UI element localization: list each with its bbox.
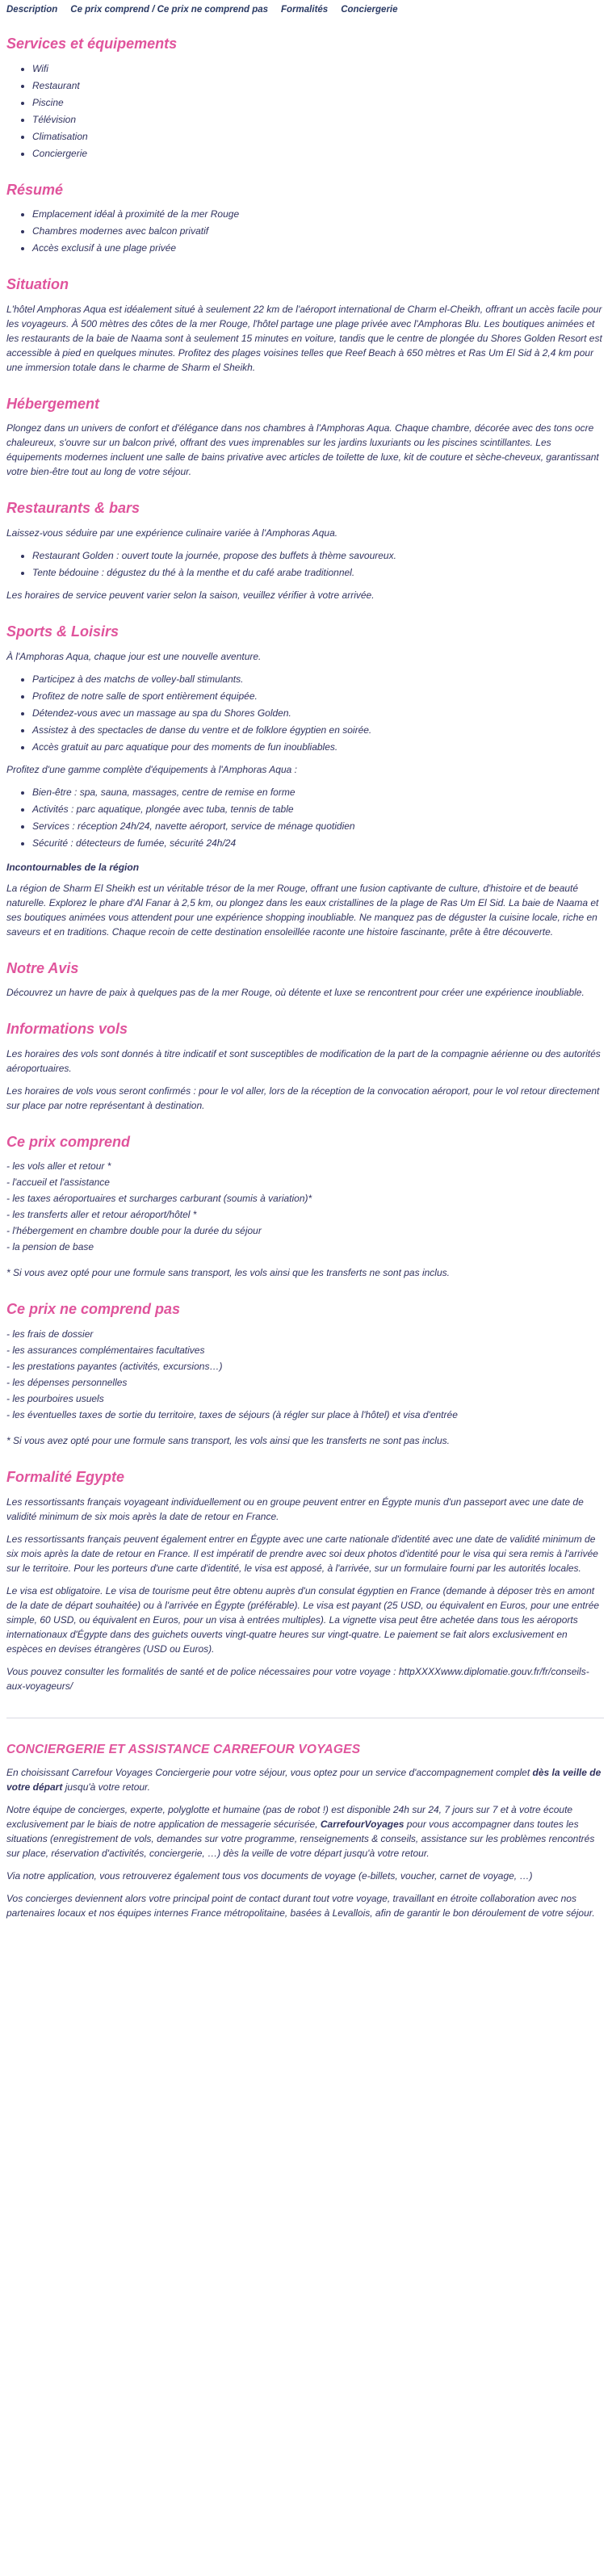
situation-paragraph: L'hôtel Amphoras Aqua est idéalement situé à seulement 22 km de l'aéroport international de Charm el-Cheikh, offrant un accès facile pour les voyageurs. À 500 mètres des côtes de la mer Rouge, l'hôtel partage une plage privée avec l'Amphoras Blu. Les boutiques animées et les restaurants de la baie de Naama sont à seulement 15 minutes en voiture, tandis que le centre de plongée du Shores Golden Resort est accessible à pied en quelques minutes. Profitez des plages voisines telles que Reef Beach à 650 mètres et Ras Um El Sid à 2,4 km pour une immersion totale dans le charme de Sharm el Sheikh. bbox=[6, 303, 602, 373]
section-title-restaurants: Restaurants & bars bbox=[6, 500, 140, 517]
list-item: • Profitez de notre salle de sport entièrement équipée. bbox=[32, 689, 604, 703]
text-segment: En choisissant Carrefour Voyages Conciergerie pour votre séjour, vous optez pour un service d'accompagnement complet bbox=[6, 1767, 533, 1779]
text-segment: pour vous accompagner dans toutes les situations (enregistrement de vols, demandes sur votre programme, renseignements & conseils, assistance sur les problèmes rencontrés sur place, réservation d'activités, conciergerie, …) dès la veille de votre départ jusqu'à votre retour. bbox=[6, 1819, 595, 1860]
section-title-prix-ne-comprend-pas: Ce prix ne comprend pas bbox=[6, 1301, 181, 1318]
notre-avis-paragraph: Découvrez un havre de paix à quelques pas de la mer Rouge, où détente et luxe se rencontrent pour créer une expérience inoubliable. bbox=[6, 987, 585, 999]
dash-item: - les dépenses personnelles bbox=[6, 1376, 128, 1388]
list-item: • Wifi bbox=[32, 61, 604, 76]
section-notre-avis bbox=[6, 960, 604, 1001]
formalite-paragraph-1: Les ressortissants français voyageant individuellement ou en groupe peuvent entrer en Égypte munis d'un passeport avec une date de validité minimum de six mois après la date de retour en France. bbox=[6, 1496, 584, 1522]
section-title-situation: Situation bbox=[6, 276, 69, 293]
list-item: • Tente bédouine : dégustez du thé à la menthe et du café arabe traditionnel. bbox=[32, 565, 604, 580]
region-highlights-paragraph: La région de Sharm El Sheikh est un véritable trésor de la mer Rouge, offrant une fusion captivante de culture, d'histoire et de beauté naturelle. Explorez le phare d'Al Fanar à 2,5 km, ou plongez dans les eaux cristallines de la plage de Ras Um El Sid. La baie de Naama et ses boutiques animées vous attendent pour une expérience shopping inoubliable. Ne manquez pas de déguster la cuisine locale, riche en saveurs et en traditions. Chaque recoin de cette destination ensoleillée raconte une histoire fascinante, prête à être découverte. bbox=[6, 882, 599, 938]
dash-item: - l'accueil et l'assistance bbox=[6, 1177, 110, 1189]
dash-item: - les vols aller et retour * bbox=[6, 1160, 111, 1173]
list-item: • Services : réception 24h/24, navette aéroport, service de ménage quotidien bbox=[32, 819, 604, 833]
sports-equipments-list bbox=[6, 785, 604, 850]
dash-item: - les prestations payantes (activités, excursions…) bbox=[6, 1360, 223, 1372]
section-title-hebergement: Hébergement bbox=[6, 395, 100, 412]
section-conciergerie bbox=[6, 1743, 604, 1921]
section-situation bbox=[6, 276, 604, 375]
vols-paragraph-1: Les horaires des vols sont donnés à titre indicatif et sont susceptibles de modification de la part de la compagnie aérienne ou des autorités aéroportuaires. bbox=[6, 1047, 601, 1074]
conciergerie-paragraph-1 bbox=[6, 1765, 604, 1794]
list-item: • Restaurant bbox=[32, 78, 604, 93]
conciergerie-paragraph-3: Via notre application, vous retrouverez également tous vos documents de voyage (e-billets, voucher, carnet de voyage, …) bbox=[6, 1870, 533, 1882]
list-item: • Télévision bbox=[32, 112, 604, 127]
text-segment: Notre équipe de concierges, experte, polyglotte et humaine (pas de robot !) est disponible 24h sur 24, 7 jours sur 7 et à votre écoute exclusivement par le biais de notre application de messagerie sécurisée, bbox=[6, 1804, 573, 1831]
dash-item: - la pension de base bbox=[6, 1241, 94, 1253]
nav-link-prix[interactable]: Ce prix comprend / Ce prix ne comprend pas bbox=[70, 5, 269, 15]
vols-paragraph-2: Les horaires de vols vous seront confirmés : pour le vol aller, lors de la réception de la convocation aéroport, pour le vol retour directement sur place par notre représentant à destination. bbox=[6, 1085, 600, 1111]
section-resume bbox=[6, 182, 604, 256]
dash-item: - l'hébergement en chambre double pour la durée du séjour bbox=[6, 1225, 262, 1237]
prix-ne-comprend-pas-list bbox=[6, 1327, 604, 1422]
prix-comprend-footnote: * Si vous avez opté pour une formule sans transport, les vols ainsi que les transferts ne sont pas inclus. bbox=[6, 1267, 450, 1279]
restaurants-intro: Laissez-vous séduire par une expérience culinaire variée à l'Amphoras Aqua. bbox=[6, 527, 338, 539]
list-item: • Restaurant Golden : ouvert toute la journée, propose des buffets à thème savoureux. bbox=[32, 548, 604, 563]
resume-list bbox=[6, 207, 604, 255]
section-restaurants bbox=[6, 500, 604, 602]
prix-comprend-list bbox=[6, 1159, 604, 1254]
sports-activities-list bbox=[6, 672, 604, 754]
nav-link-description[interactable]: Description bbox=[6, 5, 58, 15]
list-item: • Emplacement idéal à proximité de la mer Rouge bbox=[32, 207, 604, 221]
section-prix-comprend bbox=[6, 1134, 604, 1281]
section-title-prix-comprend: Ce prix comprend bbox=[6, 1133, 131, 1150]
list-item: • Assistez à des spectacles de danse du ventre et de folklore égyptien en soirée. bbox=[32, 723, 604, 737]
text-segment-bold: CarrefourVoyages bbox=[320, 1819, 405, 1831]
dash-item: - les éventuelles taxes de sortie du territoire, taxes de séjours (à régler sur place à l'hôtel) et visa d'entrée bbox=[6, 1408, 458, 1420]
restaurants-outro: Les horaires de service peuvent varier selon la saison, veuillez vérifier à votre arrivée. bbox=[6, 589, 375, 601]
text-segment: jusqu'à votre retour. bbox=[62, 1781, 150, 1794]
list-item: • Accès exclusif à une plage privée bbox=[32, 241, 604, 255]
section-hebergement bbox=[6, 396, 604, 480]
dash-item: - les transferts aller et retour aéroport/hôtel * bbox=[6, 1209, 197, 1221]
dash-item: - les assurances complémentaires facultatives bbox=[6, 1344, 205, 1356]
section-title-conciergerie: CONCIERGERIE ET ASSISTANCE CARREFOUR VOYAGES bbox=[6, 1742, 361, 1756]
list-item: • Sécurité : détecteurs de fumée, sécurité 24h/24 bbox=[32, 836, 604, 850]
section-title-informations-vols: Informations vols bbox=[6, 1021, 128, 1038]
list-item: • Chambres modernes avec balcon privatif bbox=[32, 224, 604, 238]
section-title-notre-avis: Notre Avis bbox=[6, 959, 79, 976]
dash-item: - les frais de dossier bbox=[6, 1328, 94, 1340]
formalite-paragraph-4: Vous pouvez consulter les formalités de santé et de police nécessaires pour votre voyage : httpXXXXwww.diplomatie.gouv.fr/fr/conseils-aux-voyageurs/ bbox=[6, 1665, 589, 1692]
section-title-services: Services et équipements bbox=[6, 36, 178, 52]
hebergement-paragraph: Plongez dans un univers de confort et d'élégance dans nos chambres à l'Amphoras Aqua. Chaque chambre, décorée avec des tons ocre chaleureux, s'ouvre sur un balcon privé, offrant des vues imprenables sur les jardins luxuriants ou les piscines scintillantes. Les équipements modernes incluent une salle de bains privative avec articles de toilette de luxe, kit de couture et sèche-cheveux, garantissant votre bien-être tout au long de votre séjour. bbox=[6, 422, 599, 478]
section-services bbox=[6, 36, 604, 161]
section-prix-ne-comprend-pas bbox=[6, 1301, 604, 1448]
formalite-paragraph-2: Les ressortissants français peuvent également entrer en Égypte avec une carte nationale d'identité avec une date de validité minimum de six mois après la date de retour en France. Il est impératif de prendre avec soi deux photos d'identité pour le visa qui sera remis à l'arrivée sur le territoire. Pour les porteurs d'une carte d'identité, le visa est apposé, à l'arrivée, sur un formulaire fourni par les autorités locales. bbox=[6, 1533, 598, 1574]
section-title-formalite-egypte: Formalité Egypte bbox=[6, 1468, 125, 1485]
list-item: • Conciergerie bbox=[32, 146, 604, 161]
section-sports bbox=[6, 623, 604, 939]
section-title-resume: Résumé bbox=[6, 181, 64, 198]
list-item: • Activités : parc aquatique, plongée avec tuba, tennis de table bbox=[32, 802, 604, 816]
conciergerie-paragraph-4: Vos concierges deviennent alors votre principal point de contact durant tout votre voyage, travaillant en étroite collaboration avec nos partenaires locaux et nos équipes internes France métropolitaine, basées à Levallois, afin de garantir le bon déroulement de votre séjour. bbox=[6, 1893, 595, 1919]
list-item: • Participez à des matchs de volley-ball stimulants. bbox=[32, 672, 604, 686]
services-list bbox=[6, 61, 604, 161]
list-item: • Climatisation bbox=[32, 129, 604, 144]
dash-item: - les taxes aéroportuaires et surcharges carburant (soumis à variation)* bbox=[6, 1193, 312, 1205]
formalite-paragraph-3: Le visa est obligatoire. Le visa de tourisme peut être obtenu auprès d'un consulat égyptien en France (demande à déposer très en amont de la date de départ souhaitée) ou à l'arrivée en Égypte (préférable). Le visa est payant (25 USD, ou équivalent en Euros, pour une entrée simple, 60 USD, ou équivalent en Euros, pour un visa à entrées multiples). La vignette visa peut être achetée dans tous les aéroports internationaux d'Égypte dans des guichets ouverts vingt-quatre heures sur vingt-quatre. Le paiement se fait alors exclusivement en espèces en devises étrangères (USD ou Euros). bbox=[6, 1584, 600, 1655]
section-formalite-egypte bbox=[6, 1469, 604, 1693]
sports-equipments-intro: Profitez d'une gamme complète d'équipements à l'Amphoras Aqua : bbox=[6, 763, 297, 775]
anchor-nav bbox=[6, 5, 604, 15]
section-title-sports: Sports & Loisirs bbox=[6, 623, 119, 640]
list-item: • Détendez-vous avec un massage au spa du Shores Golden. bbox=[32, 706, 604, 720]
list-item: • Piscine bbox=[32, 95, 604, 110]
text-segment-bold: dès la veille de votre départ bbox=[6, 1767, 602, 1794]
region-highlights-subheading: Incontournables de la région bbox=[6, 861, 140, 873]
nav-link-formalites[interactable]: Formalités bbox=[281, 5, 329, 15]
sports-intro: À l'Amphoras Aqua, chaque jour est une nouvelle aventure. bbox=[6, 650, 262, 662]
section-informations-vols bbox=[6, 1021, 604, 1113]
restaurants-list bbox=[6, 548, 604, 580]
nav-link-conciergerie[interactable]: Conciergerie bbox=[341, 5, 398, 15]
prix-ne-comprend-pas-footnote: * Si vous avez opté pour une formule sans transport, les vols ainsi que les transferts ne sont pas inclus. bbox=[6, 1434, 450, 1446]
conciergerie-paragraph-2 bbox=[6, 1802, 604, 1861]
list-item: • Accès gratuit au parc aquatique pour des moments de fun inoubliables. bbox=[32, 740, 604, 754]
list-item: • Bien-être : spa, sauna, massages, centre de remise en forme bbox=[32, 785, 604, 799]
dash-item: - les pourboires usuels bbox=[6, 1392, 104, 1404]
